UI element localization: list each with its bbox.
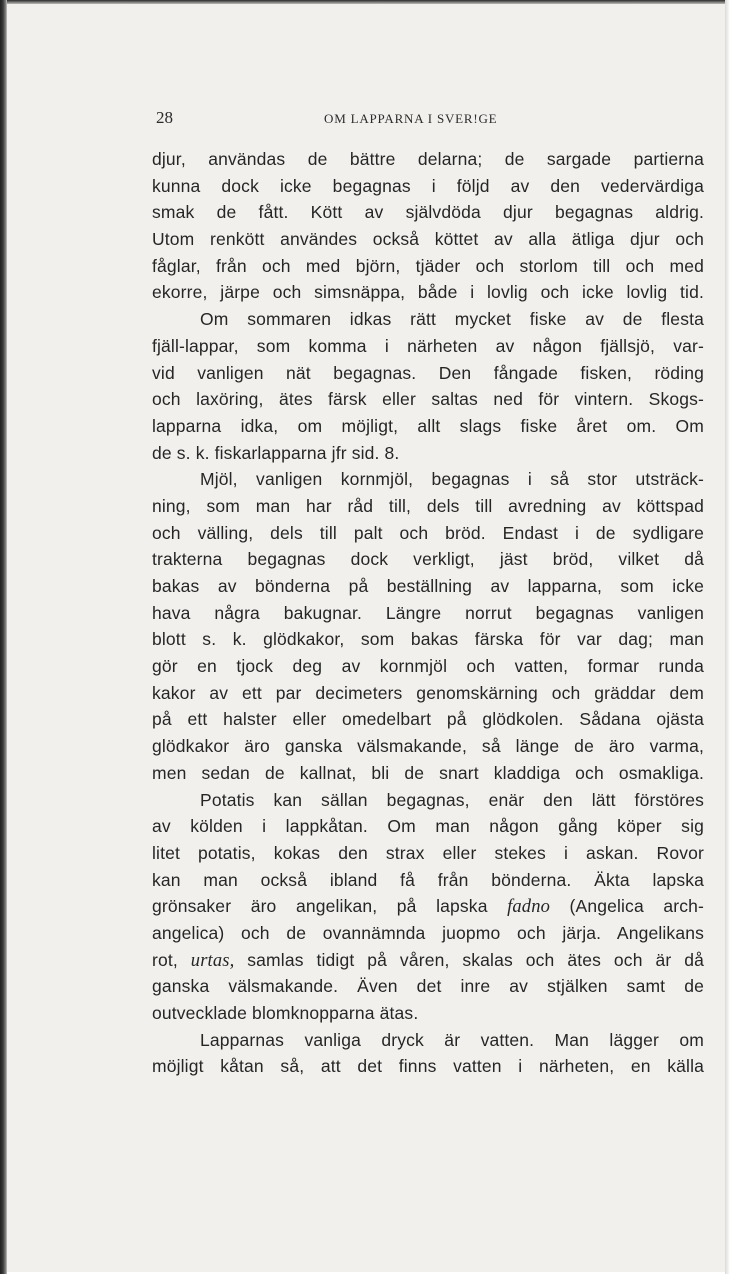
paragraph-end-line: outvecklade blomknopparna ätas. xyxy=(152,1003,419,1023)
text-line: möjligt kåtan så, att det finns vatten i närheten, en källa xyxy=(152,1056,704,1077)
italic-term: fadno xyxy=(507,897,550,918)
text-line: vid vanligen nät begagnas. Den fångade fisken, röding xyxy=(152,362,704,383)
text-run: grönsaker äro angelikan, på lapska xyxy=(152,896,508,917)
page-header xyxy=(156,108,702,132)
text-line: Utom renkött användes också köttet av alla ätliga djur och xyxy=(152,229,704,250)
text-line: blott s. k. glödkakor, som bakas färska för var dag; man xyxy=(152,629,704,650)
text-line: men sedan de kallnat, bli de snart kladdiga och osmakliga. xyxy=(152,762,704,783)
text-line: kakor av ett par decimeters genomskärning och gräddar dem xyxy=(152,682,704,703)
page-number: 28 xyxy=(156,108,173,127)
scan-left-edge xyxy=(0,0,7,1274)
text-run: (Angelica arch- xyxy=(550,896,704,917)
scan-top-edge xyxy=(0,0,730,4)
text-line: glödkakor äro ganska välsmakande, så länge de äro varma, xyxy=(152,736,704,757)
italic-term: urtas, xyxy=(190,950,235,971)
text-line: fjäll-lappar, som komma i närheten av någon fjällsjö, var- xyxy=(152,335,704,356)
text-line: djur, användas de bättre delarna; de sargade partierna xyxy=(152,149,704,169)
text-line: smak de fått. Kött av självdöda djur begagnas aldrig. xyxy=(152,202,704,223)
text-line: på ett halster eller omedelbart på glödkolen. Sådana ojästa xyxy=(152,709,704,730)
scan-right-edge xyxy=(725,0,730,1274)
text-line: kan man också ibland få från bönderna. Äkta lapska xyxy=(152,869,704,890)
paragraph-start-line: Mjöl, vanligen kornmjöl, begagnas i så stor utsträck- xyxy=(200,469,704,490)
text-line: trakterna begagnas dock verkligt, jäst bröd, vilket då xyxy=(152,549,704,570)
body-text xyxy=(152,146,704,1080)
text-line: och laxöring, ätes färsk eller saltas ned för vintern. Skogs- xyxy=(152,389,704,410)
text-line: av kölden i lappkåtan. Om man någon gång köper sig xyxy=(152,816,704,837)
text-line-with-italic xyxy=(152,893,704,920)
text-line: ekorre, järpe och simsnäppa, både i lovlig och icke lovlig tid. xyxy=(152,282,704,303)
running-head: OM LAPPARNA I SVER!GE xyxy=(324,111,498,126)
text-line: fåglar, från och med björn, tjäder och storlom till och med xyxy=(152,255,704,276)
text-line: och välling, dels till palt och bröd. Endast i de sydligare xyxy=(152,522,704,543)
paragraph-start-line: Om sommaren idkas rätt mycket fiske av de flesta xyxy=(200,309,704,330)
paragraph-end-line: de s. k. fiskarlapparna jfr sid. 8. xyxy=(152,442,400,463)
text-run: rot, xyxy=(152,949,191,970)
text-line: ning, som man har råd till, dels till avredning av köttspad xyxy=(152,495,704,516)
text-line-with-italic xyxy=(152,947,704,974)
text-line: gör en tjock deg av kornmjöl och vatten, formar runda xyxy=(152,656,704,677)
text-line: angelica) och de ovannämnda juopmo och järja. Angelikans xyxy=(152,922,704,943)
text-line: kunna dock icke begagnas i följd av den vedervärdiga xyxy=(152,175,704,196)
text-line: bakas av bönderna på beställning av lapparna, som icke xyxy=(152,576,704,596)
text-line: litet potatis, kokas den strax eller stekes i askan. Rovor xyxy=(152,842,704,863)
paragraph-start-line: Lapparnas vanliga dryck är vatten. Man lägger om xyxy=(200,1029,704,1050)
text-run: samlas tidigt på våren, skalas och ätes och är då xyxy=(234,949,704,970)
paragraph-start-line: Potatis kan sällan begagnas, enär den lätt förstöres xyxy=(200,789,704,810)
text-line: hava några bakugnar. Längre norrut begagnas vanligen xyxy=(152,602,704,623)
text-line: lapparna idka, om möjligt, allt slags fiske året om. Om xyxy=(152,415,704,436)
text-line: ganska välsmakande. Även det inre av stjälken samt de xyxy=(152,976,704,997)
